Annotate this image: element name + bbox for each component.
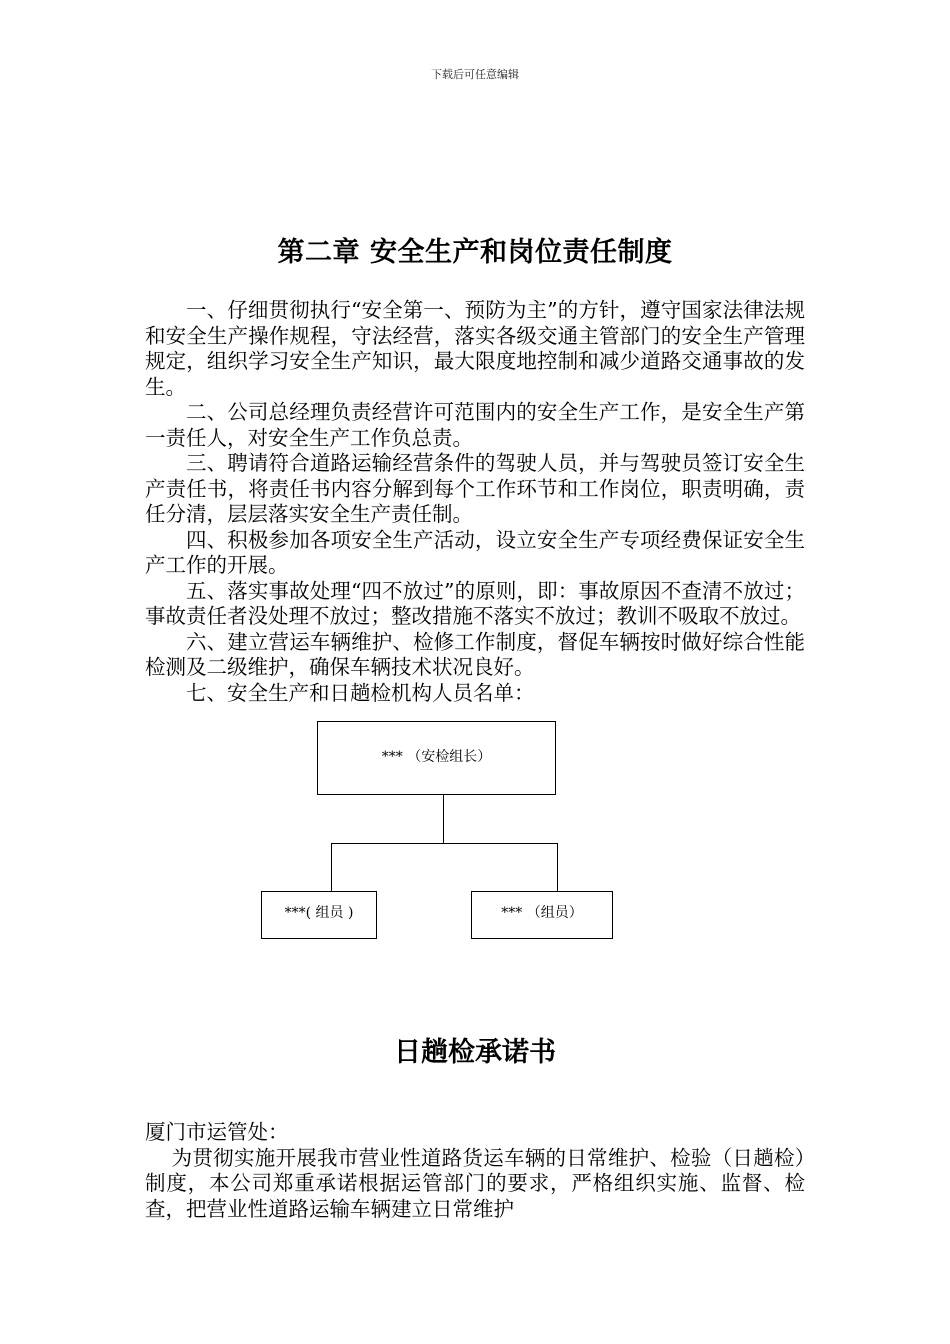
org-member-1-label: ***( 组员 ) bbox=[284, 905, 354, 921]
pledge-body bbox=[145, 1120, 805, 1222]
chapter-body bbox=[145, 298, 805, 706]
paragraph-5: 五、落实事故处理“四不放过”的原则，即：事故原因不查清不放过；事故责任者没处理不放过；整改措施不落实不放过；教训不吸取不放过。 bbox=[145, 578, 805, 628]
paragraph-7: 七、安全生产和日趟检机构人员名单： bbox=[186, 680, 535, 705]
org-connector-leader bbox=[443, 795, 444, 843]
org-member-2-label: *** （组员） bbox=[501, 905, 583, 921]
org-connector-member-2 bbox=[557, 843, 558, 891]
paragraph-6: 六、建立营运车辆维护、检修工作制度，督促车辆按时做好综合性能检测及二级维护，确保车辆技术状况良好。 bbox=[145, 629, 805, 679]
chapter-title: 第二章 安全生产和岗位责任制度 bbox=[277, 237, 673, 268]
org-member-2-box bbox=[471, 891, 613, 939]
org-leader-label: *** （安检组长） bbox=[381, 749, 492, 765]
paragraph-2: 二、公司总经理负责经营许可范围内的安全生产工作，是安全生产第一责任人，对安全生产工作负总责。 bbox=[145, 400, 805, 450]
org-member-1-box bbox=[261, 891, 377, 939]
pledge-paragraph: 为贯彻实施开展我市营业性道路货运车辆的日常维护、检验（日趟检）制度，本公司郑重承诺根据运管部门的要求，严格组织实施、监督、检查，把营业性道路运输车辆建立日常维护 bbox=[145, 1145, 805, 1221]
org-connector-branch bbox=[331, 843, 558, 844]
pledge-title: 日趟检承诺书 bbox=[394, 1037, 556, 1068]
paragraph-3: 三、聘请符合道路运输经营条件的驾驶人员，并与驾驶员签订安全生产责任书，将责任书内容分解到每个工作环节和工作岗位，职责明确，责任分清，层层落实安全生产责任制。 bbox=[145, 451, 805, 526]
org-leader-box bbox=[317, 721, 556, 795]
org-connector-member-1 bbox=[331, 843, 332, 891]
header-note: 下载后可任意编辑 bbox=[431, 68, 519, 81]
pledge-salutation: 厦门市运管处： bbox=[145, 1120, 289, 1144]
paragraph-1: 一、仔细贯彻执行“安全第一、预防为主”的方针，遵守国家法律法规和安全生产操作规程，守法经营，落实各级交通主管部门的安全生产管理规定，组织学习安全生产知识，最大限度地控制和减少道路交通事故的发生。 bbox=[145, 298, 805, 399]
paragraph-4: 四、积极参加各项安全生产活动，设立安全生产专项经费保证安全生产工作的开展。 bbox=[145, 527, 805, 577]
